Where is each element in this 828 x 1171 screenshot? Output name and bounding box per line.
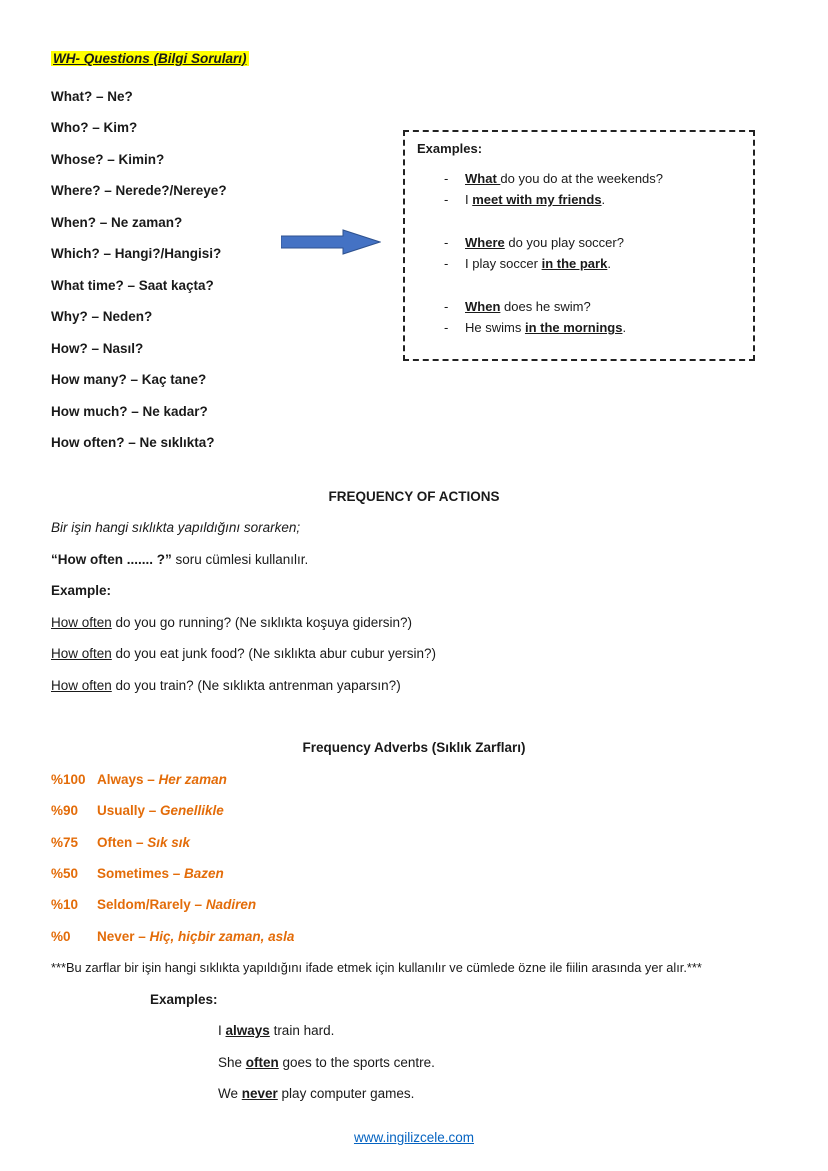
text-segment: does he swim? [500,299,591,314]
highlighted-title-text: WH- Questions (Bilgi Soruları) [53,51,247,66]
bullet-dash: - [444,235,449,250]
examples-box-groups [417,168,741,338]
example-text [465,168,741,189]
adverb-row [51,921,777,952]
text-segment: do you go running? (Ne sıklıkta koşuya gidersin?) [111,614,412,630]
wh-question-item: Why? – Neden? [51,309,153,325]
text-segment: She [218,1054,246,1070]
adverb-example [218,1078,777,1109]
adverb-text [97,764,227,795]
wh-question-item: Which? – Hangi?/Hangisi? [51,246,222,262]
bullet-dash: - [444,320,449,335]
text-segment: How often [51,646,112,662]
text-segment: often [245,1054,279,1070]
adverb-example-list [51,1015,777,1109]
adverb-label: Always – [97,771,159,787]
example-line [417,317,741,338]
adverb-text [97,921,294,952]
text-segment: . [622,320,627,335]
wh-question-item: How? – Nasıl? [51,340,144,356]
section-heading-adverbs: Frequency Adverbs (Sıklık Zarfları) [302,740,526,756]
text-segment: train hard. [269,1023,335,1039]
example-text [465,253,741,274]
wh-question-item: What? – Ne? [51,89,133,104]
examples-box-heading: Examples: [417,141,483,156]
example-group [417,232,741,274]
adverb-percent: %75 [51,834,79,850]
frequency-adverb-list [51,764,777,953]
example-line [417,253,741,274]
adverb-label: Seldom/Rarely – [97,897,206,913]
adverb-percent: %90 [51,803,79,819]
wh-question-item: How much? – Ne kadar? [51,403,208,419]
example-line [417,189,741,210]
text-segment: I [465,192,473,207]
right-arrow-icon [281,229,381,255]
adverb-label: Usually – [97,803,161,819]
adverb-translation: Sık sık [147,834,191,850]
adverb-row [51,889,777,920]
frequency-example-label: Example: [51,583,112,599]
example-text [465,296,741,317]
adverb-percent: %0 [51,928,71,944]
text-segment: How often [51,677,112,693]
example-text [465,189,741,210]
how-often-example-list [51,607,777,701]
footer-link[interactable]: www.ingilizcele.com [353,1129,475,1145]
adverb-text [97,795,224,826]
adverb-translation: Bazen [184,865,224,881]
main-text-flow [51,481,777,1153]
adverb-translation: Nadiren [205,897,257,913]
adverb-text [97,889,256,920]
text-segment: He swims [465,320,525,335]
text-segment: goes to the sports centre. [278,1054,435,1070]
text-segment: “How often ....... ?” [51,551,172,567]
adverb-row [51,795,777,826]
adverb-example [218,1015,777,1046]
adverb-percent: %10 [51,897,79,913]
text-segment: do you do at the weekends? [500,171,664,186]
frequency-usage-line [51,544,777,575]
example-group [417,296,741,338]
wh-question-item: When? – Ne zaman? [51,214,183,230]
text-segment: in the mornings [524,320,623,335]
wh-question-item: Whose? – Kimin? [51,151,165,167]
text-segment: Where [465,235,505,250]
text-segment: never [241,1086,278,1102]
text-segment: How often [51,614,112,630]
wh-question-item: Who? – Kim? [51,120,138,136]
text-segment: do you play soccer? [504,235,624,250]
example-line [417,168,741,189]
adverb-examples-label: Examples: [150,991,218,1007]
wh-question-item: What time? – Saat kaçta? [51,277,214,293]
adverb-percent: %100 [51,771,86,787]
text-segment: in the park [541,256,608,271]
examples-box [403,130,755,361]
text-segment: play computer games. [277,1086,415,1102]
text-segment: soru cümlesi kullanılır. [171,551,309,567]
text-segment: . [607,256,611,271]
text-segment: We [218,1086,242,1102]
example-line [417,232,741,253]
how-often-example [51,607,777,638]
adverb-text [97,827,190,858]
example-text [465,232,741,253]
bullet-dash: - [444,299,449,314]
wh-question-item: How many? – Kaç tane? [51,372,207,388]
adverb-label: Never – [97,928,150,944]
wh-question-list [51,81,227,458]
text-segment: When [465,299,501,314]
adverb-translation: Hiç, hiçbir zaman, asla [149,928,295,944]
bullet-dash: - [444,256,449,271]
bullet-dash: - [444,171,449,186]
adverb-example [218,1047,777,1078]
text-segment: . [601,192,606,207]
wh-question-item: How often? – Ne sıklıkta? [51,434,215,450]
bullet-dash: - [444,192,449,207]
example-text [465,317,741,338]
adverb-row [51,827,777,858]
adverb-translation: Genellikle [160,803,224,819]
how-often-example [51,670,777,701]
adverb-row [51,858,777,889]
text-segment: What [465,171,501,186]
wh-question-item: Where? – Nerede?/Nereye? [51,183,227,199]
adverb-translation: Her zaman [158,771,227,787]
adverb-label: Often – [97,834,148,850]
text-segment: always [225,1023,270,1039]
adverbs-note: ***Bu zarflar bir işin hangi sıklıkta yapıldığını ifade etmek için kullanılır ve cümlede özne ile fiilin arasında yer alır.*** [51,960,702,976]
text-segment: meet with my friends [472,192,602,207]
example-group [417,168,741,210]
frequency-intro-line: Bir işin hangi sıklıkta yapıldığını sorarken; [51,520,301,536]
text-segment: do you eat junk food? (Ne sıklıkta abur cubur yersin?) [111,646,436,662]
text-segment: do you train? (Ne sıklıkta antrenman yaparsın?) [111,677,401,693]
adverb-row [51,764,777,795]
text-segment: I [218,1023,226,1039]
page-title [51,49,249,68]
example-line [417,296,741,317]
footer [51,1122,777,1153]
adverb-percent: %50 [51,865,79,881]
adverb-text [97,858,224,889]
how-often-example [51,638,777,669]
section-heading-frequency: FREQUENCY OF ACTIONS [328,489,500,504]
adverb-label: Sometimes – [97,865,185,881]
text-segment: I play soccer [465,256,542,271]
